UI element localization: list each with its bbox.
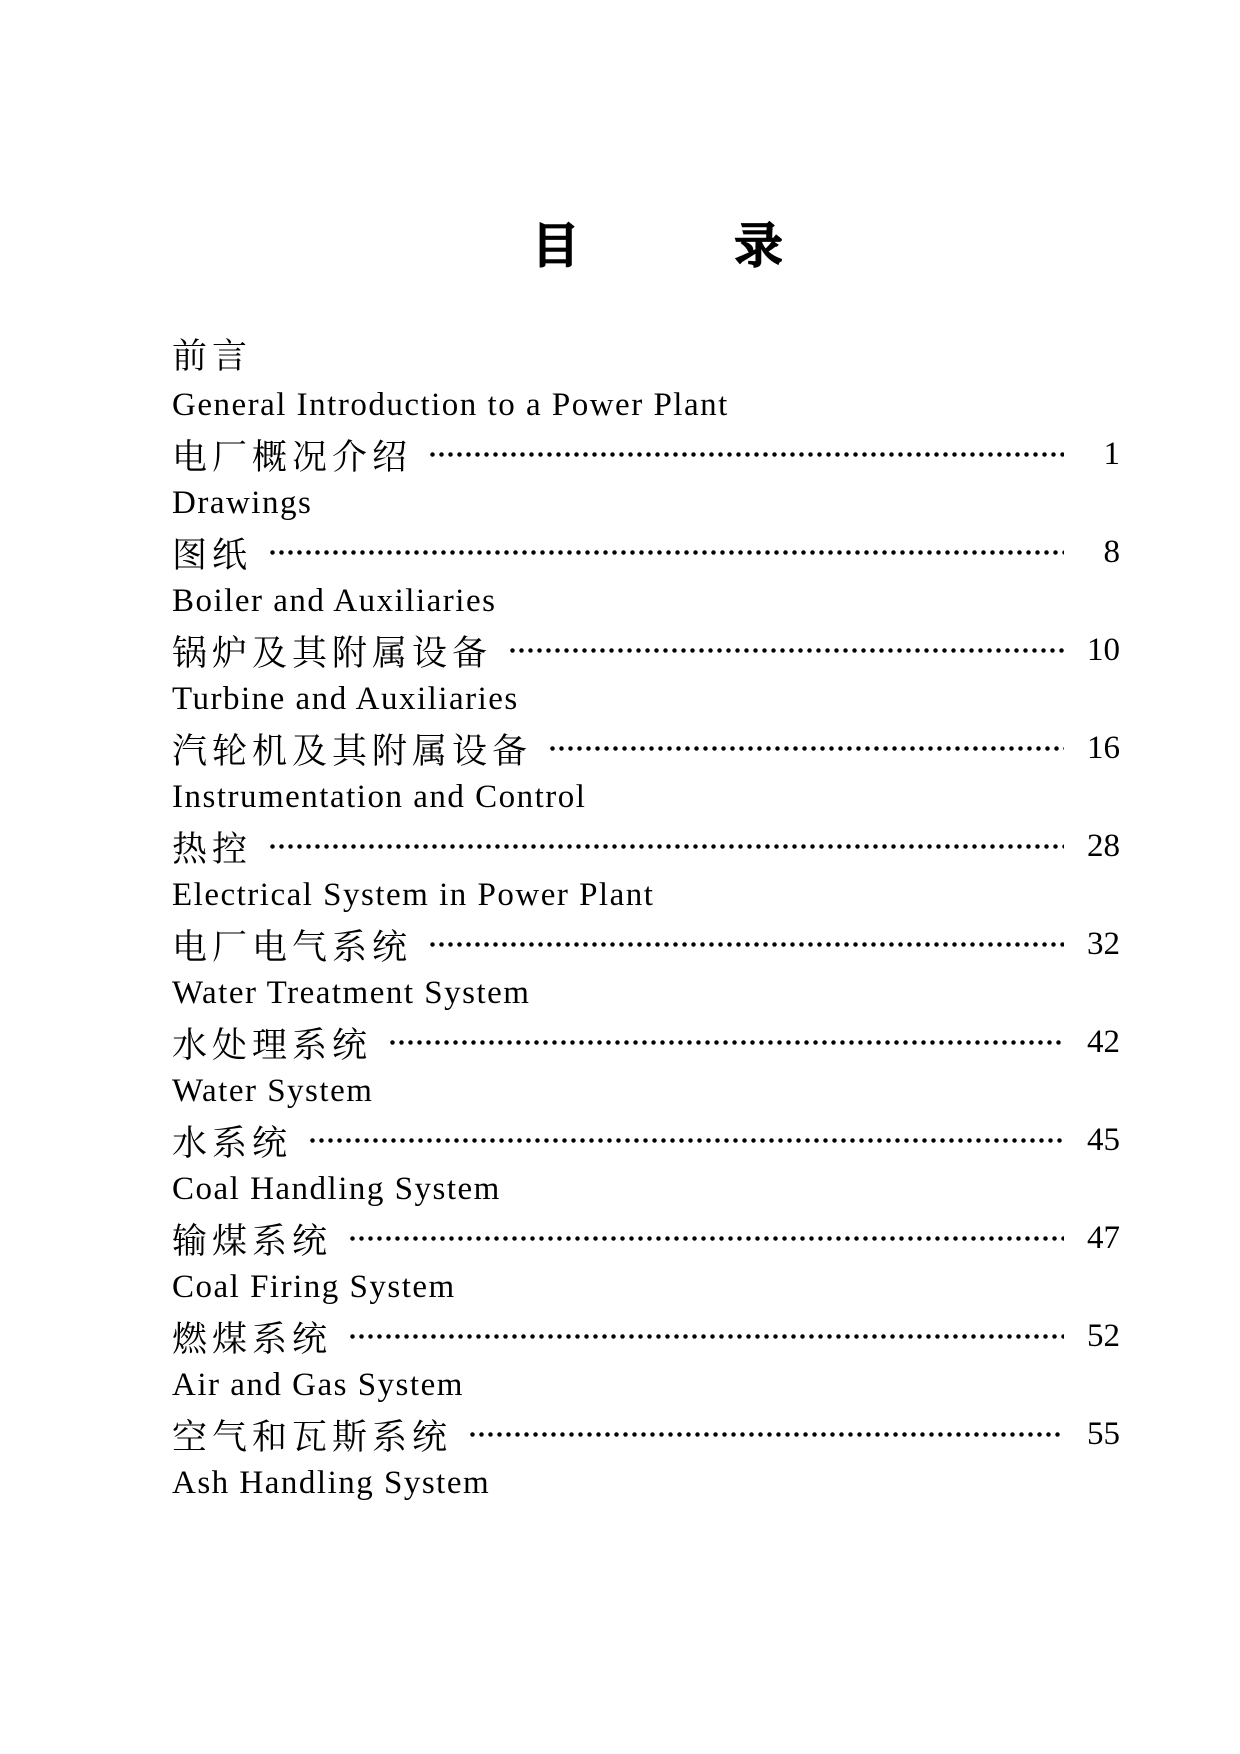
dot-leader xyxy=(548,724,1064,773)
preface-heading: 前言 xyxy=(172,336,253,376)
page-number: 16 xyxy=(1087,730,1120,766)
toc-entry-title-zh: 空气和瓦斯系统 xyxy=(172,1417,453,1457)
toc-entry-title-zh: 电厂概况介绍 xyxy=(172,437,413,477)
dot-leader xyxy=(268,822,1064,871)
toc-entry-row-zh xyxy=(172,626,1120,675)
toc-entry-title-en: General Introduction to a Power Plant xyxy=(172,387,729,423)
toc-entry-title-zh: 图纸 xyxy=(172,535,253,575)
page-number: 45 xyxy=(1087,1122,1120,1158)
dot-leader xyxy=(428,430,1064,479)
dot-leader xyxy=(428,920,1064,969)
toc-entry-row-zh xyxy=(172,1410,1120,1459)
toc-entry-title-zh: 水系统 xyxy=(172,1123,293,1163)
toc-entry xyxy=(172,969,1120,1067)
toc-entry xyxy=(172,1067,1120,1165)
toc-entry xyxy=(172,1459,1120,1508)
toc-entry-title-en: Drawings xyxy=(172,485,313,521)
title-char-mu: 目 xyxy=(531,218,580,274)
toc-entry-row-zh xyxy=(172,724,1120,773)
dot-leader xyxy=(468,1410,1064,1459)
dot-leader xyxy=(348,1214,1064,1263)
toc-entry-title-en: Instrumentation and Control xyxy=(172,779,587,815)
toc-entry-row-zh xyxy=(172,1116,1120,1165)
toc-entry-row-zh xyxy=(172,430,1120,479)
page-number: 47 xyxy=(1087,1220,1120,1256)
page-number: 28 xyxy=(1087,828,1120,864)
page-number: 55 xyxy=(1087,1416,1120,1452)
dot-leader xyxy=(388,1018,1064,1067)
toc-entry-title-zh: 锅炉及其附属设备 xyxy=(172,633,493,673)
toc-entry-title-en: Coal Handling System xyxy=(172,1171,501,1207)
toc-entry xyxy=(172,381,1120,479)
toc-entry-title-en: Coal Firing System xyxy=(172,1269,456,1305)
toc-entry xyxy=(172,479,1120,577)
dot-leader xyxy=(348,1312,1064,1361)
toc-entry-title-en: Air and Gas System xyxy=(172,1367,464,1403)
toc-entry-title-en: Water System xyxy=(172,1073,374,1109)
page-number: 42 xyxy=(1087,1024,1120,1060)
toc-entry xyxy=(172,675,1120,773)
page-number: 32 xyxy=(1087,926,1120,962)
toc-entry-row-zh xyxy=(172,1214,1120,1263)
page-number: 1 xyxy=(1103,436,1120,472)
toc-entry xyxy=(172,773,1120,871)
toc-entry xyxy=(172,1361,1120,1459)
toc-entry-row-zh xyxy=(172,1018,1120,1067)
toc-entry xyxy=(172,1165,1120,1263)
toc-entry-row-zh xyxy=(172,528,1120,577)
toc-entry-title-zh: 电厂电气系统 xyxy=(172,927,413,967)
dot-leader xyxy=(308,1116,1064,1165)
toc-entry-title-en: Boiler and Auxiliaries xyxy=(172,583,497,619)
toc-entry-title-zh: 输煤系统 xyxy=(172,1221,333,1261)
dot-leader xyxy=(508,626,1064,675)
toc-entry-title-zh: 燃煤系统 xyxy=(172,1319,333,1359)
toc-entry xyxy=(172,1263,1120,1361)
page-number: 8 xyxy=(1103,534,1120,570)
toc-entry-title-en: Ash Handling System xyxy=(172,1465,491,1501)
toc-entry-row-zh xyxy=(172,920,1120,969)
toc-entry-title-zh: 热控 xyxy=(172,829,253,869)
page-number: 52 xyxy=(1087,1318,1120,1354)
toc-entry-title-en: Electrical System in Power Plant xyxy=(172,877,655,913)
toc-list xyxy=(172,326,1120,1508)
toc-entry-row-zh xyxy=(172,822,1120,871)
page-title xyxy=(37,218,1240,274)
toc-entry-title-en: Turbine and Auxiliaries xyxy=(172,681,519,717)
title-char-lu: 录 xyxy=(734,218,783,274)
toc-entry-title-zh: 汽轮机及其附属设备 xyxy=(172,731,533,771)
toc-entry-row-zh xyxy=(172,1312,1120,1361)
dot-leader xyxy=(268,528,1064,577)
toc-entry-title-zh: 水处理系统 xyxy=(172,1025,373,1065)
page-number: 10 xyxy=(1087,632,1120,668)
toc-entry-title-en: Water Treatment System xyxy=(172,975,531,1011)
toc-entry xyxy=(172,871,1120,969)
toc-entry xyxy=(172,577,1120,675)
